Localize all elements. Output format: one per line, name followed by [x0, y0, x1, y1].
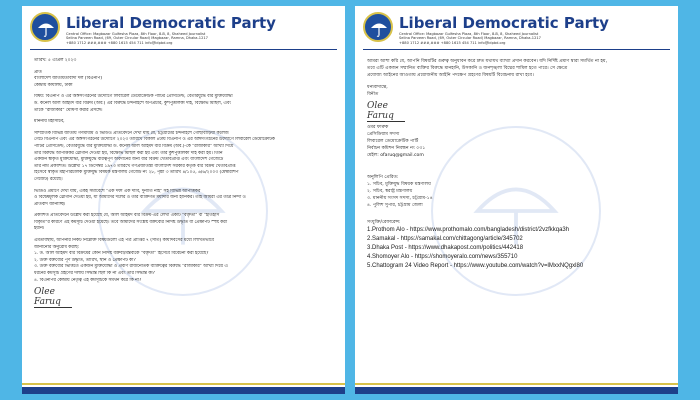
- letter-page-1: [22, 6, 345, 394]
- subject-line: ড. কর্নেল অলি আহমদ বীর বিক্রম (অব:) এর বিরুদ্ধে চন্দনাইশে অপপ্রচার, কুশপুত্তলিকা দাহ, বিক্ষোভ মিছিল, এবং: [34, 100, 232, 106]
- paragraph-line: গেটে বিএনপি এবং এর অঙ্গসংগঠনের উদ্যোগে ২০২৩ তারিখে বিকাল ৪টায় বিএনপি ও এর অঙ্গসংগঠনের উদ্যোগে লিবারেল ডেমোক্রেটিক: [34, 137, 275, 143]
- copy-item: ৪. পুলিশ সুপার, চট্টগ্রাম জেলা: [367, 203, 423, 208]
- signer-line: ওমর ফারুক: [367, 125, 389, 130]
- signer-line: লিবারেল ডেমোক্রেটিক পার্টি: [367, 139, 419, 144]
- paragraph-line: ও বিদ্বেষমূলক স্লোগান দেওয়া হয়, যা আমাদের দলের ও তাঁর ব্যক্তিগত মর্যাদার জন্য হানিকর। তাই আমরা এর তীব্র নিন্দা ও: [34, 195, 246, 201]
- signer-email: মেইল: ofaruq@gmail.com: [367, 153, 424, 158]
- signature: Olee Faruq: [34, 287, 72, 308]
- references-heading: সংযুক্তি/রেফারেন্স:: [367, 220, 401, 225]
- recipient-line: প্রতি: [34, 69, 42, 75]
- list-item: ৪. বিএনপির কেন্দ্রীয় নেতৃত্ব এই কর্মসূচিকে সমর্থন করে কি না?: [34, 277, 142, 283]
- closing: ধন্যবাদান্তে,: [367, 85, 388, 90]
- letter-date: তারিখ: ৫ এপ্রিল ২০২৩: [34, 58, 77, 63]
- letter-page-2: [355, 6, 678, 394]
- reference-link[interactable]: 2.Samakal - https://samakal.com/chittagong/article/345702: [367, 236, 523, 242]
- paragraph-line: জানানোর অনুরোধ করছি:: [34, 244, 80, 250]
- signer-line: প্রেসিডিয়াম সদস্য: [367, 132, 400, 137]
- list-item: ৩. উক্ত বক্তব্যের ভিত্তিতে একজন মুক্তিযোদ্ধা ও প্রবীণ রাজনৈতিক ব্যক্তিত্বের বিরুদ্ধে "রাজাকার" আখ্যা দিয়ে এ: [34, 264, 228, 270]
- paragraph-line: পার্টির প্রেসিডেন্ট, বেতারযুদ্ধে বীর মুক্তিযোদ্ধা ড. কর্নেল অলি আহমদ বীর বিক্রম (অব.)-কে "রাজাকার" আখ্যা দিয়ে: [34, 143, 234, 149]
- reference-link[interactable]: 3.Dhaka Post - https://www.dhakapost.com/politics/442418: [367, 245, 524, 251]
- reference-link[interactable]: 5.Chattogram 24 Video Report - https://www.youtube.com/watch?v=lMxxNQgxl80: [367, 263, 584, 269]
- list-item: ধরনের কর্মসূচি গ্রহণের দলীয় সিদ্ধান্ত ছিল কি না এবং তার সিদ্ধান্ত কী?: [34, 271, 155, 277]
- list-item: ১. ড. অলি আহমদ বীর বিক্রমের কোন নির্দিষ্ট বক্তব্য/মন্তব্যকে "বক্তৃতা" হিসেবে বিবেচনা করা হয়েছে?: [34, 251, 209, 257]
- copy-item: ২. সচিব, স্বরাষ্ট্র মন্ত্রণালয়: [367, 189, 413, 194]
- paragraph-line: আমরা আশা করি যে, আপনি বিষয়টির গুরুত্ব অনুধাবন করে দ্রুত যথাযথ ব্যাখ্যা প্রদান করবেন। যদি নির্দিষ্ট প্রমাণ দ্বারা সমর্থিত না হয়,: [367, 59, 608, 64]
- copy-heading: অনুলিপি প্রেরিত:: [367, 175, 399, 180]
- paragraph-line: হয়নি।: [34, 226, 45, 232]
- reference-link[interactable]: 4.Shomoyer Alo - https://shomoyeralo.com/news/355710: [367, 254, 518, 260]
- closing: বিনীত: [367, 92, 379, 97]
- header-divider: [30, 49, 337, 50]
- signature: Olee Faruq: [367, 101, 405, 122]
- party-address: Central Office: Magbazar Gulfesha Plaza, 8th Floor, 8-B, 8, Shaheed Journalist Selina Parveen Road, (69, Outer Circular Road) Magbazar, Ramna, Dhaka-1217 +880 1712 ###,### +880 1615 454 711 info@ldpbd.org: [66, 32, 208, 45]
- party-address: Central Office: Magbazar Gulfesha Plaza, 8th Floor, 8-B, 8, Shaheed Journalist Selina Parveen Road, (69, Outer Circular Road) Magbazar, Ramna, Dhaka-1217 +880 1712 ###,### +880 1615 454 711 info@ldpbd.org: [399, 32, 541, 45]
- letter-body: [34, 58, 333, 310]
- copy-item: ৩. মাননীয় সংসদ সদস্য, চট্টগ্রাম-১৪: [367, 196, 433, 201]
- party-logo-icon: [30, 12, 60, 42]
- footer-bar: [22, 387, 345, 394]
- paragraph-line: হিসেবে স্বীকৃত মহাপরিচালক মুক্তিযুদ্ধ বিষয়ক মন্ত্রণালয় গেজেট নং ২৮, পৃষ্ঠা ৩ তারিখ ৪/১০৫, ৬/৬/২০০৩ (মেম্বারশিপ: [34, 170, 239, 176]
- paragraph-line: প্রকাশিত প্রতিবেদনে উল্লেখ করা হয়েছে যে, অলি আহমদ বীর বিক্রম-এর লেখা একটি "বক্তৃতা" বা "ইতিহাস: [34, 213, 220, 219]
- copy-item: ১. সচিব, মুক্তিযুদ্ধ বিষয়ক মন্ত্রণালয়: [367, 182, 431, 187]
- recipient-line: কেন্দ্রীয় কার্যালয়, ঢাকা: [34, 82, 73, 88]
- letter-body: [367, 58, 666, 271]
- footer-accent: [355, 383, 678, 385]
- footer-bar: [355, 387, 678, 394]
- paragraph-line: তবে এটি একজন সম্মানিত ব্যক্তির বিরুদ্ধে মানহানি, উসকানি ও জনশৃঙ্খলা বিঘ্নের শামিল হতে পারে। সে ক্ষেত্রে: [367, 66, 568, 71]
- footer-accent: [22, 383, 345, 385]
- salutation: মাননীয় মহাসচিব,: [34, 119, 65, 125]
- list-item: ২. উক্ত বক্তব্যের পূর্ণ উদ্ধৃতি, তারিখ, স্থান ও প্রেক্ষাপট কী?: [34, 257, 136, 263]
- subject-line: বিষয়: বিএনপি ও এর অঙ্গসংগঠনের উদ্যোগে লিবারেল ডেমোক্রেটিক পার্টির প্রেসিডেন্ট, বেতারযুদ্ধে বীর মুক্তিযোদ্ধা: [34, 94, 233, 100]
- paragraph-line: একজন স্বীকৃত মুক্তিযোদ্ধা, মুক্তিযুদ্ধে বীরত্বপূর্ণ অবদানের জন্য বীর বিক্রম খেতাবপ্রাপ্ত এবং বাংলাদেশ গেজেটে: [34, 157, 223, 163]
- party-name: Liberal Democratic Party: [399, 14, 609, 32]
- paragraph-line: এমতাবস্থায়, আপনার নিকট নিম্নোক্ত বিষয়গুলো এই পত্র প্রাপ্তির ৭ (সাত) কার্যদিবসের মধ্যে লিখিতভাবে: [34, 238, 214, 244]
- party-logo-icon: [363, 12, 393, 42]
- paragraph-line: তাঁর বিরুদ্ধে আপত্তিকর স্লোগান দেওয়া হয়, বিক্ষোভ মিছিল করা হয় এবং তাঁর কুশপুত্তলিকা দাহ করা হয়। তিনি: [34, 150, 223, 156]
- paragraph-line: ভিডিও প্রমাণে দেখা যায়, একই সমাবেশে "এক দফা এক দাবি, দুর্নীতি নাই" সহ বিভিন্ন আপত্তিকর: [34, 188, 201, 194]
- subject-line: তাঁকে "রাজাকার" ঘোষণা করার প্রসঙ্গে।: [34, 107, 103, 113]
- paragraph-line: তাঁর নাম প্রকাশিত। উল্লেখ্য ১৭ ডিসেম্বর ১৯৭৩ তারিখে গণপ্রজাতন্ত্রী বাংলাদেশ সরকার কর্তৃক বীর বিক্রম খেতাবপ্রাপ্ত: [34, 163, 236, 169]
- paragraph-line: গেজেট) রয়েছে।: [34, 176, 63, 182]
- paragraph-line: বিকৃতি"র কারণে এই কর্মসূচি দেওয়া হয়েছে। তবে আমাদের সংশ্লিষ্ট বক্তব্যের নির্দিষ্ট উদ্ধৃতি বা প্রেক্ষাপট স্পষ্ট করা: [34, 219, 227, 225]
- paragraph-line: প্রযোজ্য আইনের আওতায় প্রয়োজনীয় আইনি পদক্ষেপ গ্রহণের বিষয়টি বিবেচনায় রাখা হবে।: [367, 73, 534, 78]
- paragraph-line: সাম্প্রতিক বিভিন্ন জাতীয় গণমাধ্যম ও ভিডিও প্রতিবেদনে দেখা যায় যে, চট্টগ্রামের চন্দনাইশে গোছাবাড়িয়া কলেজ: [34, 130, 229, 136]
- reference-link[interactable]: 1.Prothom Alo - https://www.prothomalo.com/bangladesh/district/2vzfkkqa3h: [367, 227, 570, 233]
- party-name: Liberal Democratic Party: [66, 14, 276, 32]
- paragraph-line: প্রতিবাদ জানাচ্ছি।: [34, 201, 66, 207]
- recipient-line: বাংলাদেশ জাতীয়তাবাদী দল (বিএনপি): [34, 76, 103, 82]
- signer-line: নির্বাচন কমিশন নিবন্ধন নং ০৩১: [367, 146, 426, 151]
- header-divider: [363, 49, 670, 50]
